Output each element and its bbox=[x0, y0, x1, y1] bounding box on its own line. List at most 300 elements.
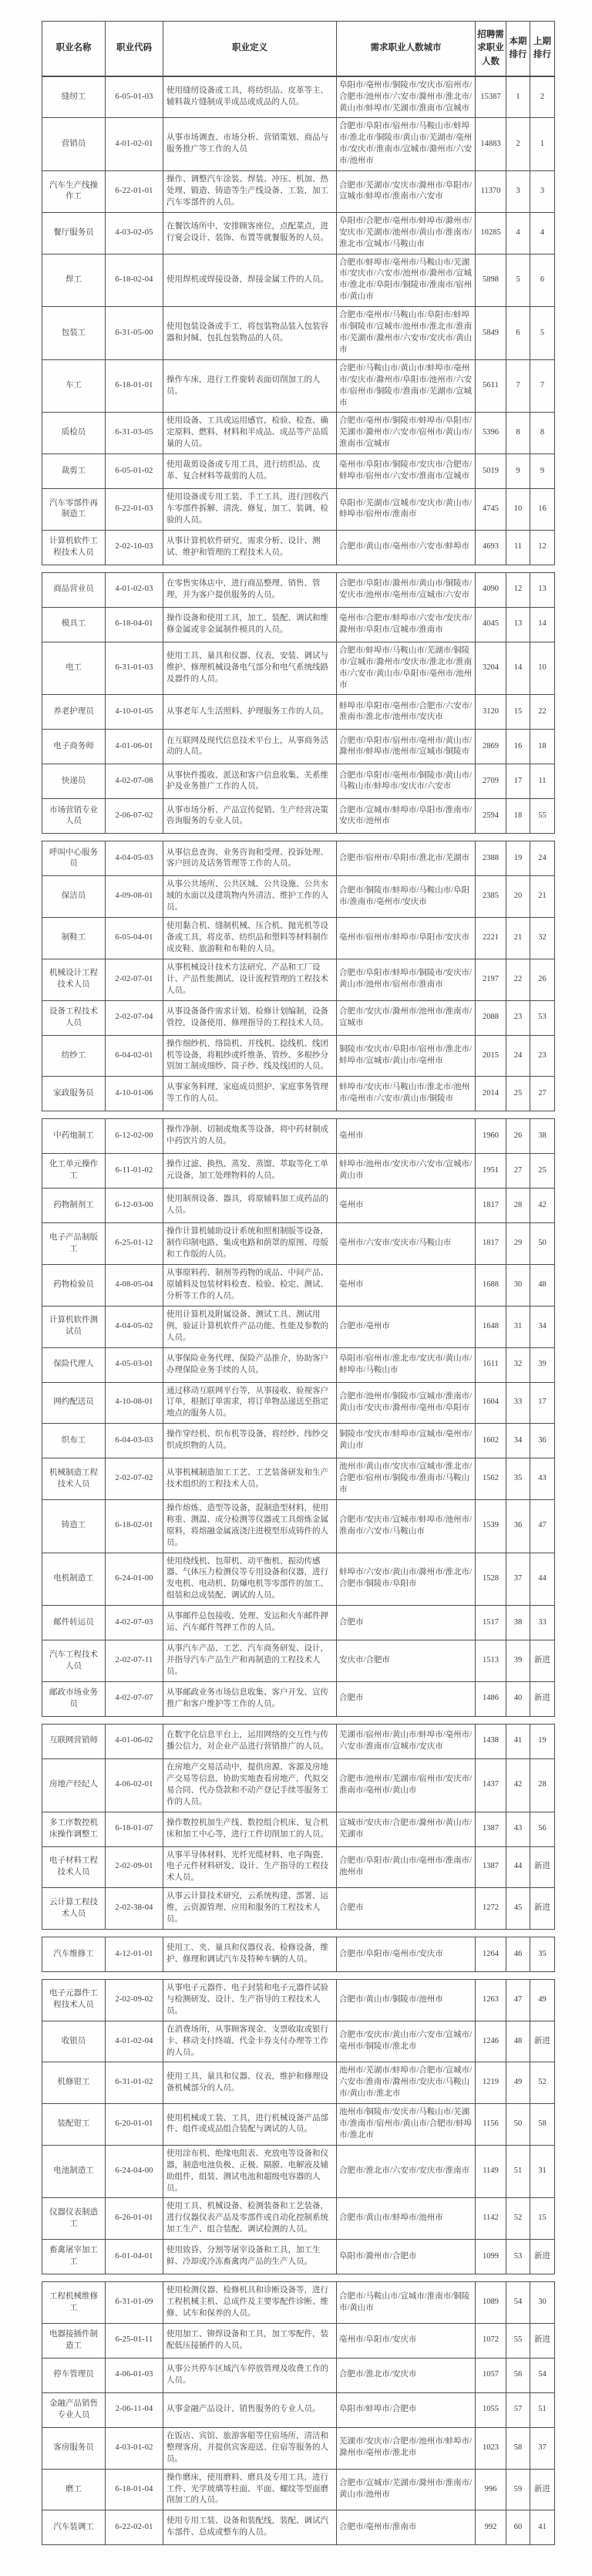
current-rank-cell: 37 bbox=[506, 1553, 530, 1606]
demand-count-cell: 2709 bbox=[476, 764, 506, 799]
demand-count-cell: 1219 bbox=[476, 2062, 506, 2104]
demand-count-cell: 1263 bbox=[476, 1979, 506, 2021]
header-cities: 需求职业人数城市 bbox=[337, 22, 476, 76]
table-row bbox=[42, 2198, 555, 2240]
table-row bbox=[42, 1812, 555, 1846]
occupation-code-cell: 2-02-09-01 bbox=[106, 1846, 163, 1888]
occupation-code-cell: 6-18-01-04 bbox=[106, 2469, 163, 2510]
definition-cell: 从事设备备件需求计划、检修计划编制，设备管控，设备使用、修理指导的工程技术人员。 bbox=[163, 1000, 337, 1035]
occupation-code-cell: 6-18-01-01 bbox=[106, 359, 163, 413]
occupation-code-cell: 6-04-02-01 bbox=[106, 1035, 163, 1077]
current-rank-cell: 56 bbox=[506, 2358, 530, 2392]
demand-count-cell: 5019 bbox=[476, 454, 506, 489]
demand-count-cell: 1156 bbox=[476, 2104, 506, 2146]
current-rank-cell: 24 bbox=[506, 1035, 530, 1077]
demand-count-cell: 1072 bbox=[476, 2323, 506, 2358]
table-row bbox=[42, 254, 555, 307]
occupation-name-cell: 电子商务师 bbox=[42, 730, 106, 764]
previous-rank-cell: 2 bbox=[530, 76, 555, 118]
table-row bbox=[42, 171, 555, 213]
demand-count-cell: 1089 bbox=[476, 2282, 506, 2324]
occupation-code-cell: 4-10-08-01 bbox=[106, 1382, 163, 1424]
occupation-name-cell: 云计算工程技术人员 bbox=[42, 1888, 106, 1930]
cities-cell: 芜湖市/宿州市/黄山市/蚌埠市/亳州市/六安市/淮南市/宣城市/安庆市 bbox=[337, 1724, 476, 1758]
occupation-name-cell: 电子材料工程技术人员 bbox=[42, 1846, 106, 1888]
demand-count-cell: 1149 bbox=[476, 2145, 506, 2198]
cities-cell: 亳州市/阜阳市/铜陵市/安庆市/合肥市/蚌埠市/宿州市/六安市/淮南市/宣城市 bbox=[337, 454, 476, 489]
previous-rank-cell: 36 bbox=[530, 1424, 555, 1458]
occupation-name-cell: 中药炮制工 bbox=[42, 1119, 106, 1154]
previous-rank-cell: 55 bbox=[530, 799, 555, 834]
cities-cell: 阜阳市/蚌埠市/合肥市 bbox=[337, 2392, 476, 2427]
previous-rank-cell: 47 bbox=[530, 1499, 555, 1553]
cities-cell: 合肥市/宣城市/芜湖市/滁州市/淮南市/黄山市/池州市 bbox=[337, 2469, 476, 2510]
occupation-code-cell: 6-12-02-00 bbox=[106, 1119, 163, 1154]
occupation-code-cell: 2-02-07-04 bbox=[106, 1000, 163, 1035]
table-row bbox=[42, 2358, 555, 2392]
demand-count-cell: 996 bbox=[476, 2469, 506, 2510]
table-row bbox=[42, 1306, 555, 1347]
table-row bbox=[42, 1382, 555, 1424]
current-rank-cell: 8 bbox=[506, 413, 530, 454]
occupation-name-cell: 停车管理员 bbox=[42, 2358, 106, 2392]
occupation-name-cell: 机修钳工 bbox=[42, 2062, 106, 2104]
definition-cell: 从事汽车产品、工艺、汽车商务研发、设计，并指导汽车产品生产和再制造的工程技术人员。 bbox=[163, 1640, 337, 1682]
previous-rank-cell: 17 bbox=[530, 1382, 555, 1424]
demand-count-cell: 2088 bbox=[476, 1000, 506, 1035]
demand-count-cell: 15387 bbox=[476, 76, 506, 118]
definition-cell: 操作过滤、换热、蒸发、蒸馏、萃取等化工单元设备，加工处理物料的人员。 bbox=[163, 1154, 337, 1189]
definition-cell: 从事电子元器件、电子封装和电子元器件试验与检测研发、设计、生产指导的工程技术人员。 bbox=[163, 1979, 337, 2021]
occupation-code-cell: 6-31-01-09 bbox=[106, 2282, 163, 2324]
occupation-code-cell: 2-02-07-02 bbox=[106, 1458, 163, 1500]
table-row bbox=[42, 918, 555, 959]
definition-cell: 使用焊机或焊接设备，焊接金属工件的人员。 bbox=[163, 254, 337, 307]
demand-count-cell: 1960 bbox=[476, 1119, 506, 1154]
previous-rank-cell: 39 bbox=[530, 1347, 555, 1382]
definition-cell: 使用裁剪设备或专用工具，进行纺织品、皮革、复合材料等裁剪的人员。 bbox=[163, 454, 337, 489]
occupation-name-cell: 装配钳工 bbox=[42, 2104, 106, 2146]
previous-rank-cell: 新进 bbox=[530, 2469, 555, 2510]
previous-rank-cell: 1 bbox=[530, 118, 555, 171]
definition-cell: 从事邮件总包接收、处理、发运和火车邮件押运、汽车邮件驾押工作的人员。 bbox=[163, 1606, 337, 1640]
cities-cell: 合肥市/芜湖市/安庆市/滁州市/阜阳市/宣城市/蚌埠市/淮南市/六安市 bbox=[337, 171, 476, 213]
occupation-name-cell: 保洁员 bbox=[42, 876, 106, 918]
occupation-code-cell: 4-10-01-05 bbox=[106, 695, 163, 730]
occupation-code-cell: 6-11-01-02 bbox=[106, 1154, 163, 1189]
table-row bbox=[42, 607, 555, 642]
current-rank-cell: 41 bbox=[506, 1724, 530, 1758]
definition-cell: 操作熔炼、造型等设备，混制造型材料，使用称重、测温、成分检测等仪器或工具熔炼金属原料，将熔融金属液浇注进模型形成铸件的人员。 bbox=[163, 1499, 337, 1553]
current-rank-cell: 60 bbox=[506, 2510, 530, 2545]
table-row bbox=[42, 118, 555, 171]
cities-cell: 合肥市/马鞍山市/黄山市/蚌埠市/亳州市/安庆市/滁州市/阜阳市/池州市/六安市/宿州市/铜陵市/淮南市/芜湖市/宣城市 bbox=[337, 359, 476, 413]
occupation-name-cell: 家政服务员 bbox=[42, 1077, 106, 1111]
previous-rank-cell: 新进 bbox=[530, 1888, 555, 1930]
current-rank-cell: 27 bbox=[506, 1154, 530, 1189]
definition-cell: 从事机械设计技术方法研究、产品和工厂设计、产品性能测试、设计流程管理的工程技术人员。 bbox=[163, 959, 337, 1000]
occupation-name-cell: 纺纱工 bbox=[42, 1035, 106, 1077]
cities-cell: 芜湖市/安庆市/合肥市/池州市/蚌埠市/滁州市/亳州市/淮北市 bbox=[337, 2427, 476, 2469]
table-row bbox=[42, 841, 555, 876]
occupation-name-cell: 市场营销专业人员 bbox=[42, 799, 106, 834]
previous-rank-cell: 21 bbox=[530, 876, 555, 918]
occupation-name-cell: 工程机械维修工 bbox=[42, 2282, 106, 2324]
demand-count-cell: 2197 bbox=[476, 959, 506, 1000]
table-row-group bbox=[42, 841, 555, 1111]
demand-count-cell: 1648 bbox=[476, 1306, 506, 1347]
definition-cell: 操作车床，进行工件旋转表面切削加工的人员。 bbox=[163, 359, 337, 413]
demand-count-cell: 1951 bbox=[476, 1154, 506, 1189]
definition-cell: 从事云计算技术研究，云系统构建、部署、运维，云资源管理、应用和服务的工程技术人员。 bbox=[163, 1888, 337, 1930]
occupation-code-cell: 6-05-01-03 bbox=[106, 76, 163, 118]
previous-rank-cell: 30 bbox=[530, 2282, 555, 2324]
previous-rank-cell: 51 bbox=[530, 2392, 555, 2427]
occupation-code-cell: 2-06-11-04 bbox=[106, 2392, 163, 2427]
cities-cell: 蚌埠市/池州市/安庆市/六安市/宣城市/黄山市 bbox=[337, 1154, 476, 1189]
occupation-code-cell: 2-02-38-04 bbox=[106, 1888, 163, 1930]
table-row bbox=[42, 1888, 555, 1930]
definition-cell: 操作磨床，使用磨料、磨具及专用工具，进行工件、光学玻璃等柱面、平面、螺纹等型面磨削加工的人员。 bbox=[163, 2469, 337, 2510]
previous-rank-cell: 新进 bbox=[530, 1681, 555, 1716]
occupation-code-cell: 6-25-01-11 bbox=[106, 2323, 163, 2358]
cities-cell: 蚌埠市/阜阳市/亳州市/合肥市/六安市/淮南市/淮北市/池州市/安庆市 bbox=[337, 695, 476, 730]
table-row-group bbox=[42, 1118, 555, 1717]
cities-cell: 合肥市/黄山市/铜陵市/池州市 bbox=[337, 1979, 476, 2021]
cities-cell: 合肥市/安庆市/宣城市/蚌埠市/池州市/淮南市/六安市/马鞍山市 bbox=[337, 1499, 476, 1553]
table-row bbox=[42, 1189, 555, 1223]
table-row bbox=[42, 1640, 555, 1682]
demand-count-cell: 14883 bbox=[476, 118, 506, 171]
current-rank-cell: 47 bbox=[506, 1979, 530, 2021]
definition-cell: 操作设备和使用工具，加工、装配、调试和维修金属或非金属制件模具的人员。 bbox=[163, 607, 337, 642]
occupation-name-cell: 电池制造工 bbox=[42, 2145, 106, 2198]
table-row bbox=[42, 572, 555, 607]
occupation-code-cell: 4-01-02-01 bbox=[106, 118, 163, 171]
current-rank-cell: 33 bbox=[506, 1382, 530, 1424]
occupation-code-cell: 2-06-07-02 bbox=[106, 799, 163, 834]
definition-cell: 从事金融产品设计、销售服务的专业人员。 bbox=[163, 2392, 337, 2427]
current-rank-cell: 17 bbox=[506, 764, 530, 799]
current-rank-cell: 2 bbox=[506, 118, 530, 171]
previous-rank-cell: 43 bbox=[530, 1458, 555, 1500]
previous-rank-cell: 新进 bbox=[530, 2240, 555, 2274]
occupation-code-cell: 4-04-05-03 bbox=[106, 841, 163, 876]
occupation-name-cell: 网约配送员 bbox=[42, 1382, 106, 1424]
header-row bbox=[42, 22, 555, 76]
occupation-name-cell: 保险代理人 bbox=[42, 1347, 106, 1382]
current-rank-cell: 16 bbox=[506, 730, 530, 764]
occupation-name-cell: 收银员 bbox=[42, 2021, 106, 2062]
demand-count-cell: 1486 bbox=[476, 1681, 506, 1716]
occupation-code-cell: 4-09-08-01 bbox=[106, 876, 163, 918]
demand-count-cell: 2869 bbox=[476, 730, 506, 764]
definition-cell: 在饭店、宾馆、旅游客船等住宿场所，清洁和整理客房，并提供宾客迎送、住宿等服务的人员。 bbox=[163, 2427, 337, 2469]
current-rank-cell: 29 bbox=[506, 1223, 530, 1265]
current-rank-cell: 28 bbox=[506, 1189, 530, 1223]
occupation-name-cell: 电子元器件工程技术人员 bbox=[42, 1979, 106, 2021]
occupation-name-cell: 汽车生产线操作工 bbox=[42, 171, 106, 213]
occupation-name-cell: 机械制造工程技术人员 bbox=[42, 1458, 106, 1500]
current-rank-cell: 44 bbox=[506, 1846, 530, 1888]
definition-cell: 操作计算机辅助设计系统和照相制版等设备，制作印制电路、集成电路和荫罩的原图、母版和工作版的人员。 bbox=[163, 1223, 337, 1265]
current-rank-cell: 20 bbox=[506, 876, 530, 918]
occupation-code-cell: 6-12-03-00 bbox=[106, 1189, 163, 1223]
current-rank-cell: 45 bbox=[506, 1888, 530, 1930]
cities-cell: 合肥市 bbox=[337, 1681, 476, 1716]
occupation-code-cell: 6-18-04-01 bbox=[106, 607, 163, 642]
table-row bbox=[42, 1846, 555, 1888]
current-rank-cell: 43 bbox=[506, 1812, 530, 1846]
occupation-name-cell: 快递员 bbox=[42, 764, 106, 799]
previous-rank-cell: 13 bbox=[530, 572, 555, 607]
demand-count-cell: 1817 bbox=[476, 1189, 506, 1223]
demand-count-cell: 1438 bbox=[476, 1724, 506, 1758]
previous-rank-cell: 10 bbox=[530, 642, 555, 695]
table-row bbox=[42, 2510, 555, 2545]
current-rank-cell: 34 bbox=[506, 1424, 530, 1458]
definition-cell: 在餐饮场所中，安排顾客座位，点配菜点，进行宴会设计、装饰、布置等就餐服务的人员。 bbox=[163, 212, 337, 254]
table-row bbox=[42, 1499, 555, 1553]
occupation-code-cell: 6-25-01-12 bbox=[106, 1223, 163, 1265]
demand-count-cell: 1513 bbox=[476, 1640, 506, 1682]
occupation-name-cell: 质检员 bbox=[42, 413, 106, 454]
occupation-code-cell: 6-31-01-03 bbox=[106, 642, 163, 695]
occupation-code-cell: 6-31-03-05 bbox=[106, 413, 163, 454]
cities-cell: 合肥市 bbox=[337, 1606, 476, 1640]
table-row bbox=[42, 1154, 555, 1189]
occupation-code-cell: 4-06-02-01 bbox=[106, 1758, 163, 1812]
definition-cell: 使用加工、铆焊设备和工具，加工零配件，装配低压接插件的人员。 bbox=[163, 2323, 337, 2358]
table-row-group bbox=[42, 2281, 555, 2545]
occupation-code-cell: 4-03-02-05 bbox=[106, 212, 163, 254]
occupation-name-cell: 设备工程技术人员 bbox=[42, 1000, 106, 1035]
table-row bbox=[42, 2062, 555, 2104]
table-row bbox=[42, 307, 555, 360]
occupation-code-cell: 6-24-01-00 bbox=[106, 1553, 163, 1606]
previous-rank-cell: 25 bbox=[530, 1154, 555, 1189]
occupation-code-cell: 4-02-07-03 bbox=[106, 1606, 163, 1640]
table-row bbox=[42, 642, 555, 695]
occupation-name-cell: 模具工 bbox=[42, 607, 106, 642]
table-row bbox=[42, 1758, 555, 1812]
demand-count-cell: 1517 bbox=[476, 1606, 506, 1640]
definition-cell: 使用机械或工装、工具，进行机械设备产品部件、组件或成品组合装配与调试的人员。 bbox=[163, 2104, 337, 2146]
current-rank-cell: 10 bbox=[506, 489, 530, 531]
cities-cell: 合肥市/亳州市/淮南市 bbox=[337, 2510, 476, 2545]
cities-cell: 合肥市/蚌埠市/亳州市/马鞍山市/芜湖市/安庆市/六安市/池州市/滁州市/宣城市/淮北市/阜阳市/铜陵市/淮南市/宿州市/黄山市 bbox=[337, 254, 476, 307]
demand-count-cell: 1602 bbox=[476, 1424, 506, 1458]
previous-rank-cell: 新进 bbox=[530, 2021, 555, 2062]
current-rank-cell: 38 bbox=[506, 1606, 530, 1640]
cities-cell: 宣城市/安庆市/合肥市/滁州市/黄山市/芜湖市 bbox=[337, 1812, 476, 1846]
table-row bbox=[42, 2427, 555, 2469]
previous-rank-cell: 16 bbox=[530, 489, 555, 531]
definition-cell: 使用包装设备或手工，将包装物品装入包装容器和封缄、包扎包装物品的人员。 bbox=[163, 307, 337, 360]
previous-rank-cell: 49 bbox=[530, 1979, 555, 2021]
cities-cell: 铜陵市/安庆市/阜阳市/宿州市/淮北市/蚌埠市/宣城市/黄山市/亳州市 bbox=[337, 1035, 476, 1077]
table-row bbox=[42, 799, 555, 834]
definition-cell: 从事公共场所、公共区域、公共设施、公共水域的水面以及建筑物内外清洁、维护工作的人员。 bbox=[163, 876, 337, 918]
previous-rank-cell: 26 bbox=[530, 959, 555, 1000]
demand-count-cell: 2594 bbox=[476, 799, 506, 834]
table-row bbox=[42, 2282, 555, 2324]
previous-rank-cell: 34 bbox=[530, 1306, 555, 1347]
table-row-group bbox=[42, 1937, 555, 1972]
occupation-name-cell: 织布工 bbox=[42, 1424, 106, 1458]
demand-count-cell: 1246 bbox=[476, 2021, 506, 2062]
current-rank-cell: 12 bbox=[506, 572, 530, 607]
table-row bbox=[42, 1979, 555, 2021]
demand-count-cell: 1142 bbox=[476, 2198, 506, 2240]
previous-rank-cell: 37 bbox=[530, 2427, 555, 2469]
demand-count-cell: 1817 bbox=[476, 1223, 506, 1265]
occupation-code-cell: 6-18-01-07 bbox=[106, 1812, 163, 1846]
table-row bbox=[42, 2021, 555, 2062]
current-rank-cell: 49 bbox=[506, 2062, 530, 2104]
demand-count-cell: 1272 bbox=[476, 1888, 506, 1930]
current-rank-cell: 18 bbox=[506, 799, 530, 834]
occupation-code-cell: 4-01-02-04 bbox=[106, 2021, 163, 2062]
demand-count-cell: 5849 bbox=[476, 307, 506, 360]
definition-cell: 使用专用工装、设备和装配线，装配、调试汽车部件、总成或整车的人员。 bbox=[163, 2510, 337, 2545]
occupation-code-cell: 4-02-07-08 bbox=[106, 764, 163, 799]
previous-rank-cell: 35 bbox=[530, 1937, 555, 1971]
cities-cell: 亳州市 bbox=[337, 1265, 476, 1307]
current-rank-cell: 32 bbox=[506, 1347, 530, 1382]
occupation-name-cell: 电工 bbox=[42, 642, 106, 695]
cities-cell: 合肥市/宿州市/阜阳市/淮北市/芜湖市 bbox=[337, 841, 476, 876]
current-rank-cell: 52 bbox=[506, 2198, 530, 2240]
current-rank-cell: 3 bbox=[506, 171, 530, 213]
demand-count-cell: 1055 bbox=[476, 2392, 506, 2427]
demand-count-cell: 2014 bbox=[476, 1077, 506, 1111]
occupation-code-cell: 4-03-01-02 bbox=[106, 2427, 163, 2469]
current-rank-cell: 31 bbox=[506, 1306, 530, 1347]
table-row bbox=[42, 2323, 555, 2358]
occupation-name-cell: 餐厅服务员 bbox=[42, 212, 106, 254]
definition-cell: 从事信息查询、业务咨询和受理、投诉处理、客户回访及话务管理等工作的人员。 bbox=[163, 841, 337, 876]
occupation-code-cell: 2-02-07-01 bbox=[106, 959, 163, 1000]
definition-cell: 从事市场调查、市场分析、营销策划、商品与服务推广等工作的人员 bbox=[163, 118, 337, 171]
table-row bbox=[42, 413, 555, 454]
occupation-code-cell: 4-01-06-02 bbox=[106, 1724, 163, 1758]
occupation-name-cell: 机械设计工程技术人员 bbox=[42, 959, 106, 1000]
current-rank-cell: 35 bbox=[506, 1458, 530, 1500]
table-row-group bbox=[42, 1979, 555, 2274]
previous-rank-cell: 33 bbox=[530, 1606, 555, 1640]
occupation-name-cell: 仪器仪表制造工 bbox=[42, 2198, 106, 2240]
occupation-name-cell: 磨工 bbox=[42, 2469, 106, 2510]
current-rank-cell: 30 bbox=[506, 1265, 530, 1307]
occupation-name-cell: 金融产品销售专业人员 bbox=[42, 2392, 106, 2427]
cities-cell: 合肥市/池州市/铜陵市/宣城市/淮南市/黄山市/安庆市/滁州市/亳州市/阜阳市 bbox=[337, 1382, 476, 1424]
previous-rank-cell: 9 bbox=[530, 454, 555, 489]
cities-cell: 亳州市 bbox=[337, 1119, 476, 1154]
occupation-code-cell: 4-10-01-06 bbox=[106, 1077, 163, 1111]
current-rank-cell: 40 bbox=[506, 1681, 530, 1716]
current-rank-cell: 55 bbox=[506, 2323, 530, 2358]
occupation-code-cell: 6-22-01-03 bbox=[106, 489, 163, 531]
previous-rank-cell: 56 bbox=[530, 1812, 555, 1846]
current-rank-cell: 46 bbox=[506, 1937, 530, 1971]
table-row bbox=[42, 2104, 555, 2146]
cities-cell: 蚌埠市/安庆市/马鞍山市/淮北市/池州市/亳州市/六安市/黄山市/铜陵市 bbox=[337, 1077, 476, 1111]
definition-cell: 在房地产交易活动中，提供房源、客源及房地产交易等信息，协助实地查看房地产，代拟交易合同、代办贷款和不动产登记手续等服务工作的人员。 bbox=[163, 1758, 337, 1812]
table-row bbox=[42, 1347, 555, 1382]
definition-cell: 操作净制、切制或炮炙等设备，将中药材制成中药饮片的人员。 bbox=[163, 1119, 337, 1154]
occupation-name-cell: 化工单元操作工 bbox=[42, 1154, 106, 1189]
demand-count-cell: 4045 bbox=[476, 607, 506, 642]
current-rank-cell: 13 bbox=[506, 607, 530, 642]
previous-rank-cell: 新进 bbox=[530, 1846, 555, 1888]
previous-rank-cell: 8 bbox=[530, 413, 555, 454]
cities-cell: 阜阳市/合肥市/亳州市/蚌埠市/滁州市/安庆市/芜湖市/池州市/黄山市/淮南市/淮北市/宣城市/马鞍山市 bbox=[337, 212, 476, 254]
header-current-rank: 本期排行 bbox=[506, 22, 530, 76]
cities-cell: 池州市/铜陵市/安庆市/马鞍山市/芜湖市/淮南市/宿州市/黄山市/合肥市/蚌埠市/淮北市 bbox=[337, 2104, 476, 2146]
demand-count-cell: 5611 bbox=[476, 359, 506, 413]
demand-count-cell: 992 bbox=[476, 2510, 506, 2545]
occupation-code-cell: 6-04-03-03 bbox=[106, 1424, 163, 1458]
demand-count-cell: 1387 bbox=[476, 1846, 506, 1888]
cities-cell: 亳州市/阜阳市/安庆市 bbox=[337, 2323, 476, 2358]
current-rank-cell: 15 bbox=[506, 695, 530, 730]
demand-count-cell: 5898 bbox=[476, 254, 506, 307]
table-row bbox=[42, 1077, 555, 1111]
previous-rank-cell: 44 bbox=[530, 1553, 555, 1606]
occupation-code-cell: 4-05-03-01 bbox=[106, 1347, 163, 1382]
occupation-name-cell: 药物检验员 bbox=[42, 1265, 106, 1307]
definition-cell: 使用工具、量具和仪器、仪表，维护和修理设备机械部分的人员。 bbox=[163, 2062, 337, 2104]
definition-cell: 使用绕线机、包带机、动平衡机、振动传感器、气体压力检测仪等专用设备和仪器，进行发电机、电动机、防爆电机等零部件的加工、组装和总成装配、调试的人员。 bbox=[163, 1553, 337, 1606]
definition-cell: 在消费场所，从事顾客现金、支票收取或银行卡、移动支付终端、代金卡券支付办理等工作的人员。 bbox=[163, 2021, 337, 2062]
demand-count-cell: 3120 bbox=[476, 695, 506, 730]
table-row bbox=[42, 1035, 555, 1077]
previous-rank-cell: 11 bbox=[530, 764, 555, 799]
occupation-name-cell: 汽车零部件再制造工 bbox=[42, 489, 106, 531]
demand-count-cell: 2388 bbox=[476, 841, 506, 876]
cities-cell: 合肥市/淮北市/安庆市 bbox=[337, 2358, 476, 2392]
previous-rank-cell: 14 bbox=[530, 607, 555, 642]
cities-cell: 阜阳市/宿州市/淮北市/安庆市/黄山市/蚌埠市/马鞍山市 bbox=[337, 1347, 476, 1382]
table-row bbox=[42, 2240, 555, 2274]
occupation-name-cell: 焊工 bbox=[42, 254, 106, 307]
cities-cell: 合肥市/阜阳市/滁州市/黄山市/铜陵市/安庆市/池州市/亳州市/宣城市/六安市 bbox=[337, 572, 476, 607]
table-row bbox=[42, 730, 555, 764]
definition-cell: 操作、调整汽车涂装、焊装、冲压、机加、热处理、锻造、铸造等生产线设备、工装，加工汽车零部件的人员。 bbox=[163, 171, 337, 213]
current-rank-cell: 11 bbox=[506, 530, 530, 565]
table-row bbox=[42, 959, 555, 1000]
previous-rank-cell: 28 bbox=[530, 1758, 555, 1812]
table-row bbox=[42, 1681, 555, 1716]
occupation-code-cell: 4-01-06-01 bbox=[106, 730, 163, 764]
cities-cell: 合肥市/池州市/芜湖市/宿州市/安庆市/淮南市/亳州市/黄山市 bbox=[337, 1758, 476, 1812]
demand-count-cell: 1437 bbox=[476, 1758, 506, 1812]
current-rank-cell: 53 bbox=[506, 2240, 530, 2274]
previous-rank-cell: 27 bbox=[530, 1077, 555, 1111]
table-row-group bbox=[42, 1724, 555, 1930]
table-row bbox=[42, 1223, 555, 1265]
table-row bbox=[42, 530, 555, 565]
definition-cell: 从事保险业务代理、保险产品推介，协助客户办理保险业务手续的人员。 bbox=[163, 1347, 337, 1382]
occupation-name-cell: 包装工 bbox=[42, 307, 106, 360]
definition-cell: 使用工具、量具和仪器、仪表，安装、调试与维护、修理机械设备电气部分和电气系统线路及器件的人员。 bbox=[163, 642, 337, 695]
definition-cell: 从事快件揽收、派送和客户信息收集、关系维护及业务推广工作的人员。 bbox=[163, 764, 337, 799]
occupation-name-cell: 计算机软件测试员 bbox=[42, 1306, 106, 1347]
occupation-code-cell: 6-18-02-01 bbox=[106, 1499, 163, 1553]
header-previous-rank: 上期排行 bbox=[530, 22, 555, 76]
definition-cell: 使用设备、工具或运用感官，检验、检查、确定原料、燃料、材料和半成品、成品等产品质量的人员。 bbox=[163, 413, 337, 454]
